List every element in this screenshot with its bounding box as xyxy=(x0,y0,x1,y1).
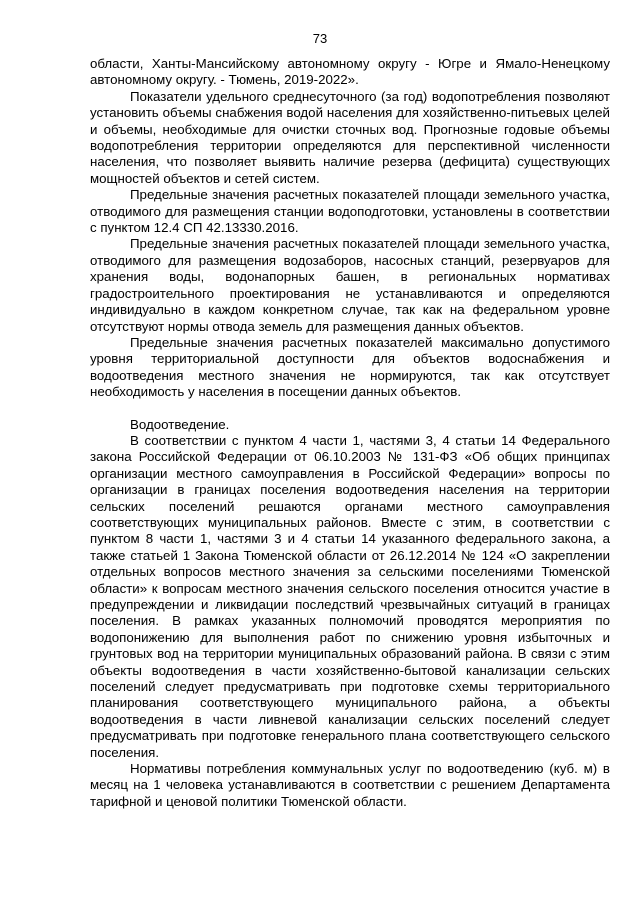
paragraph-consumption-norms: Нормативы потребления коммунальных услуг по водоотведению (куб. м) в месяц на 1 человека устанавливаются в соответствии с решением Департамента тарифной и ценовой политики Тюменской области. xyxy=(90,761,610,809)
paragraph-accessibility: Предельные значения расчетных показателей максимально допустимого уровня территориальной доступности для объектов водоснабжения и водоотведения местного значения не нормируются, так как отсутствует необходимость у населения в посещении данных объектов. xyxy=(90,334,610,400)
document-body xyxy=(90,56,610,810)
paragraph-water-consumption: Показатели удельного среднесуточного (за год) водопотребления позволяют установить объемы снабжения водой населения для хозяйственно-питьевых целей и объемы, необходимые для очистки сточных вод. Прогнозные годовые объемы водопотребления территории определяются для перспективной численности населения, что позволяет выявить наличие резерва (дефицита) существующих мощностей объектов и сетей систем. xyxy=(90,88,610,186)
paragraph-continuation: области, Ханты-Мансийскому автономному округу - Югре и Ямало-Ненецкому автономному округу. - Тюмень, 2019-2022». xyxy=(90,56,610,88)
paragraph-treatment-station-area: Предельные значения расчетных показателей площади земельного участка, отводимого для размещения станции водоподготовки, установлены в соответствии с пунктом 12.4 СП 42.13330.2016. xyxy=(90,187,610,236)
paragraph-wastewater-law: В соответствии с пунктом 4 части 1, частями 3, 4 статьи 14 Федерального закона Российской Федерации от 06.10.2003 № 131-ФЗ «Об общих принципах организации местного самоуправления в Российской Федерации» вопросы по организации в границах поселения водоотведения населения на территории сельских поселений решаются органами местного самоуправления соответствующих муниципальных районов. Вместе с этим, в соответствии с пунктом 8 части 1, частями 3 и 4 статьи 14 указанного федерального закона, а также статьей 1 Закона Тюменской области от 26.12.2014 № 124 «О закреплении отдельных вопросов местного значения за сельскими поселениями Тюменской области» к вопросам местного значения сельского поселения относится участие в предупреждении и ликвидации последствий чрезвычайных ситуаций в границах поселения. В рамках указанных полномочий проводятся мероприятия по водопонижению для выполнения работ по снижению уровня избыточных и грунтовых вод на территории муниципальных образований района. В связи с этим объекты водоотведения в части хозяйственно-бытовой канализации сельских поселений следует предусматривать при подготовке схемы территориального планирования соответствующего муниципального района, а объекты водоотведения в части ливневой канализации сельских поселений следует предусматривать при подготовке генерального плана соответствующего сельского поселения. xyxy=(90,432,610,760)
section-heading-wastewater: Водоотведение. xyxy=(130,416,230,432)
paragraph-water-intake-area: Предельные значения расчетных показателей площади земельного участка, отводимого для размещения водозаборов, насосных станций, резервуаров для хранения воды, водонапорных башен, в региональных нормативах градостроительного проектирования не устанавливаются и определяются индивидуально в каждом конкретном случае, так как на федеральном уровне отсутствуют нормы отвода земель для размещения данных объектов. xyxy=(90,236,610,334)
page-number: 73 xyxy=(312,31,328,46)
